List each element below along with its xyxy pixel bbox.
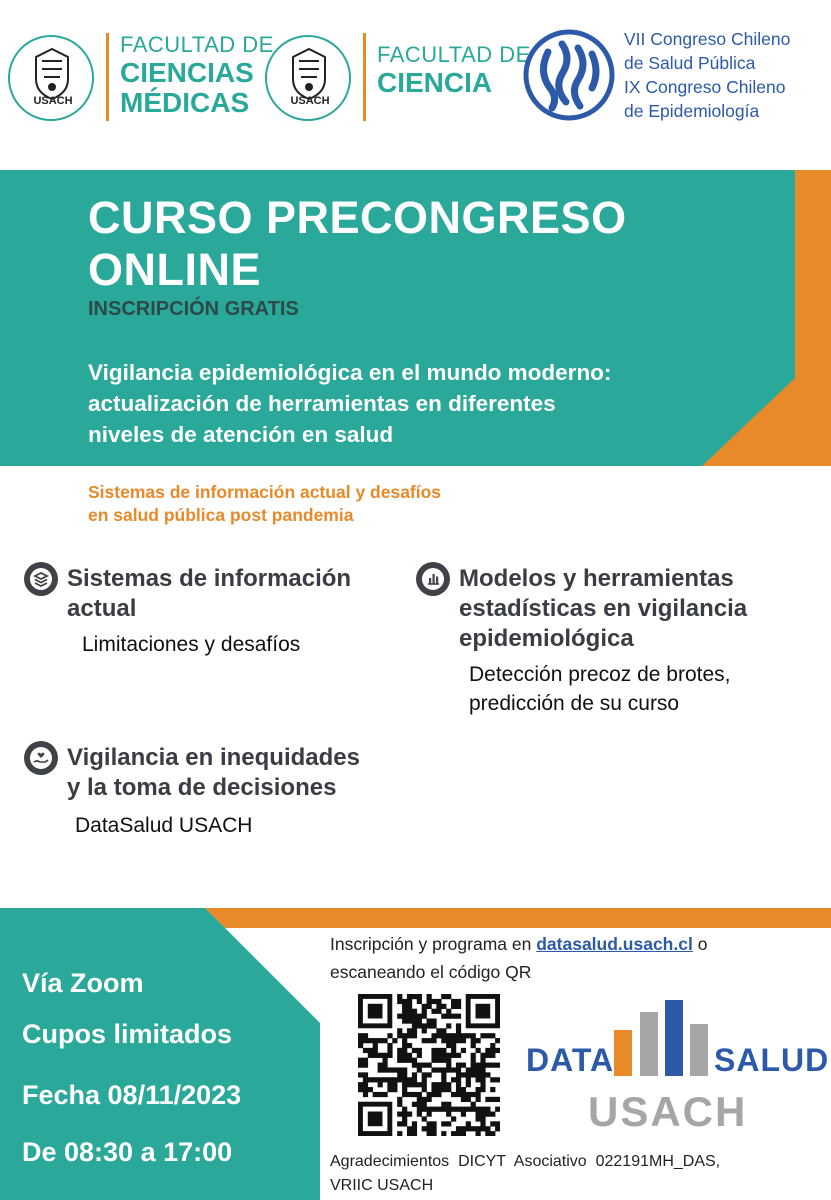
datasalud-word-usach: USACH <box>588 1088 748 1135</box>
seal-label: USACH <box>33 95 73 107</box>
topic-description: Limitaciones y desafíos <box>82 633 301 656</box>
topic-description: Detección precoz de brotes, <box>469 663 731 686</box>
banner-title-line1: CURSO PRECONGRESO <box>88 192 627 243</box>
registration-info <box>330 930 825 986</box>
congress-line: de Epidemiología <box>624 101 760 121</box>
registration-line2: escaneando el código QR <box>330 962 532 982</box>
faculty-name-line2: MÉDICAS <box>120 87 250 118</box>
banner-topic-line: Vigilancia epidemiológica en el mundo moderno: <box>88 360 612 385</box>
banner-topic-line: actualización de herramientas en diferentes <box>88 391 556 416</box>
hand-heart-icon <box>24 741 58 775</box>
congress-title <box>624 27 790 123</box>
registration-suffix: o <box>697 934 708 954</box>
topic-description: DataSalud USACH <box>75 814 253 837</box>
header <box>0 0 831 160</box>
seal-label: USACH <box>290 95 330 107</box>
congress-line: de Salud Pública <box>624 53 756 73</box>
qr-code[interactable] <box>358 994 500 1136</box>
topic-title-line: Vigilancia en inequidades <box>67 744 360 771</box>
platform-text: Vía Zoom <box>22 968 144 998</box>
banner <box>88 192 808 450</box>
usach-seal-logo <box>265 35 351 121</box>
thanks-line: VRIIC USACH <box>330 1177 434 1194</box>
seats-text: Cupos limitados <box>22 1019 233 1049</box>
topic-description: predicción de su curso <box>469 692 680 715</box>
topic-title-line: estadísticas en vigilancia <box>459 595 748 622</box>
congress-line: VII Congreso Chileno <box>624 29 791 49</box>
topic-title-line: actual <box>67 595 137 622</box>
acknowledgements <box>330 1150 825 1198</box>
faculty-science-logo <box>377 42 531 98</box>
congress-logo-icon <box>522 28 616 122</box>
congress-line: IX Congreso Chileno <box>624 77 786 97</box>
registration-link[interactable]: datasalud.usach.cl <box>536 934 693 954</box>
divider <box>363 33 366 121</box>
topic-title-line: y la toma de decisiones <box>67 774 337 801</box>
faculty-label: FACULTAD DE <box>377 42 531 67</box>
date-text: Fecha 08/11/2023 <box>22 1080 242 1110</box>
topic-title-line: epidemiológica <box>459 625 634 652</box>
faculty-label: FACULTAD DE <box>120 32 274 57</box>
usach-seal-logo <box>8 35 94 121</box>
bar-chart-icon <box>416 562 450 596</box>
datasalud-word-salud: SALUD <box>714 1042 830 1078</box>
highlight-line: Sistemas de información actual y desafíos <box>88 482 442 502</box>
registration-line <box>330 930 825 958</box>
faculty-medicine-logo <box>120 32 274 118</box>
faculty-name-line1: CIENCIAS <box>120 57 254 88</box>
registration-prefix: Inscripción y programa en <box>330 934 532 954</box>
banner-title-line2: ONLINE <box>88 244 262 295</box>
banner-topic-line: niveles de atención en salud <box>88 422 394 447</box>
topic-title-line: Sistemas de información <box>67 565 352 592</box>
faculty-name-line1: CIENCIA <box>377 67 493 98</box>
divider <box>106 33 109 121</box>
layers-icon <box>24 562 58 596</box>
highlight-text <box>88 481 441 527</box>
datasalud-word-data: DATA <box>526 1042 615 1078</box>
topic-title-line: Modelos y herramientas <box>459 565 734 592</box>
datasalud-logo <box>524 998 830 1138</box>
time-text: De 08:30 a 17:00 <box>22 1137 233 1167</box>
thanks-line: Agradecimientos DICYT Asociativo 022191MH_DAS, <box>330 1153 721 1170</box>
highlight-line: en salud pública post pandemia <box>88 505 354 525</box>
banner-subtitle: INSCRIPCIÓN GRATIS <box>88 298 299 320</box>
